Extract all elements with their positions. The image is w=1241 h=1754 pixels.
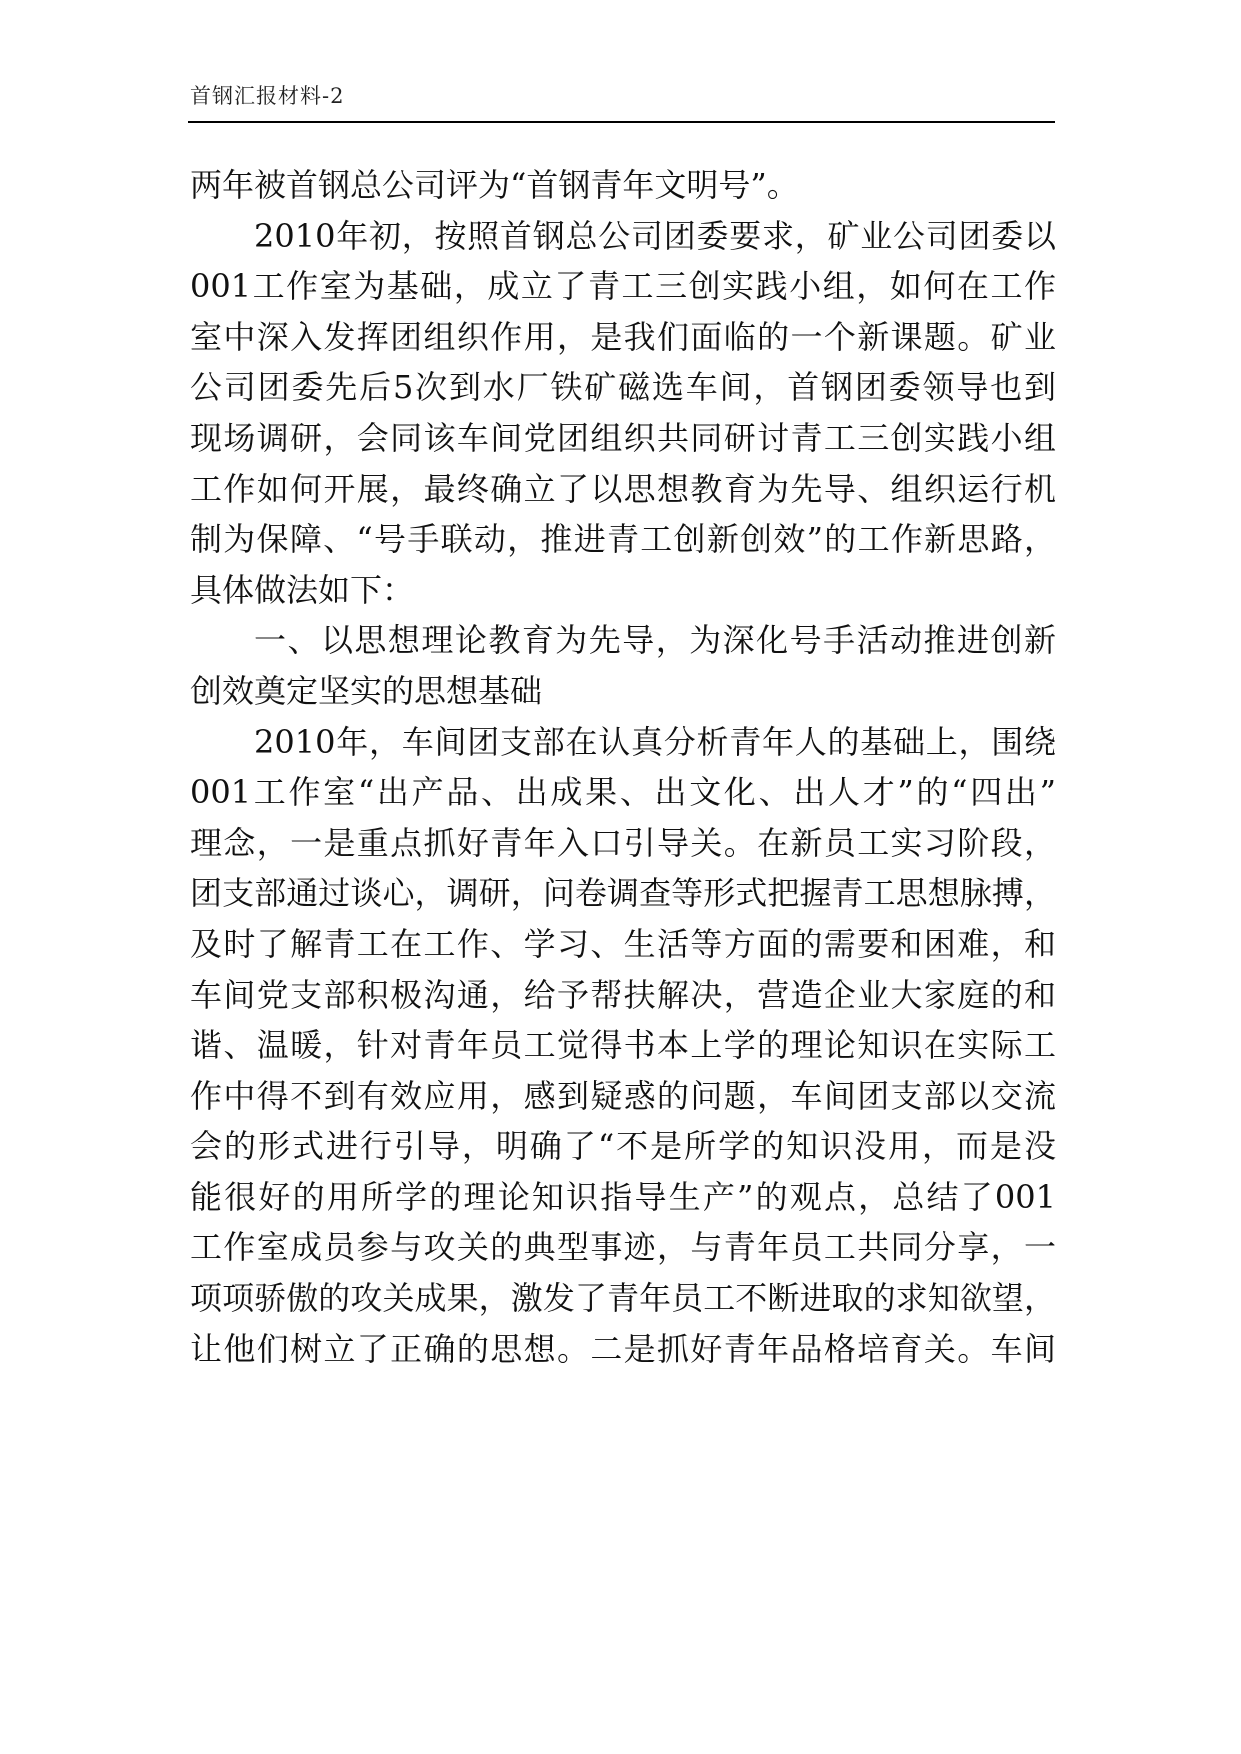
body-text-line: 会的形式进行引导，明确了“不是所学的知识没用，而是没 <box>190 1127 1056 1166</box>
body-text-line: 团支部通过谈心，调研，问卷调查等形式把握青工思想脉搏， <box>190 874 1056 913</box>
body-text-line: 现场调研，会同该车间党团组织共同研讨青工三创实践小组 <box>190 418 1056 457</box>
body-text-line: 及时了解青工在工作、学习、生活等方面的需要和困难，和 <box>190 924 1056 963</box>
body-text-line: 一、以思想理论教育为先导，为深化号手活动推进创新 <box>254 621 1056 660</box>
body-text-line: 001工作室“出产品、出成果、出文化、出人才”的“四出” <box>190 773 1056 812</box>
body-text-line: 2010年，车间团支部在认真分析青年人的基础上，围绕 <box>254 722 1056 761</box>
body-text-line: 能很好的用所学的理论知识指导生产”的观点，总结了001 <box>190 1177 1056 1216</box>
header-divider <box>188 121 1055 123</box>
body-text-line: 两年被首钢总公司评为“首钢青年文明号”。 <box>190 166 799 204</box>
body-text-line: 理念，一是重点抓好青年入口引导关。在新员工实习阶段， <box>190 823 1056 862</box>
page-header-title: 首钢汇报材料-2 <box>190 84 345 108</box>
body-text-line: 让他们树立了正确的思想。二是抓好青年品格培育关。车间 <box>190 1329 1056 1368</box>
body-text-line: 作中得不到有效应用，感到疑惑的问题，车间团支部以交流 <box>190 1076 1056 1115</box>
document-body <box>190 160 1056 1374</box>
body-text-line: 具体做法如下： <box>190 570 415 609</box>
body-text-line: 车间党支部积极沟通，给予帮扶解决，营造企业大家庭的和 <box>190 975 1056 1014</box>
body-text-line: 制为保障、“号手联动，推进青工创新创效”的工作新思路， <box>190 520 1056 559</box>
body-text-line: 公司团委先后5次到水厂铁矿磁选车间，首钢团委领导也到 <box>190 368 1056 407</box>
body-text-line: 工作如何开展，最终确立了以思想教育为先导、组织运行机 <box>190 469 1056 508</box>
body-text-line: 室中深入发挥团组织作用，是我们面临的一个新课题。矿业 <box>190 317 1056 356</box>
body-text-line: 2010年初，按照首钢总公司团委要求，矿业公司团委以 <box>254 216 1056 255</box>
body-text-line: 工作室成员参与攻关的典型事迹，与青年员工共同分享，一 <box>190 1228 1056 1267</box>
body-text-line: 001工作室为基础，成立了青工三创实践小组，如何在工作 <box>190 267 1056 306</box>
body-text-line: 谐、温暖，针对青年员工觉得书本上学的理论知识在实际工 <box>190 1026 1056 1065</box>
body-text-line: 项项骄傲的攻关成果，激发了青年员工不断进取的求知欲望， <box>190 1279 1056 1318</box>
body-text-line: 创效奠定坚实的思想基础 <box>190 671 543 710</box>
